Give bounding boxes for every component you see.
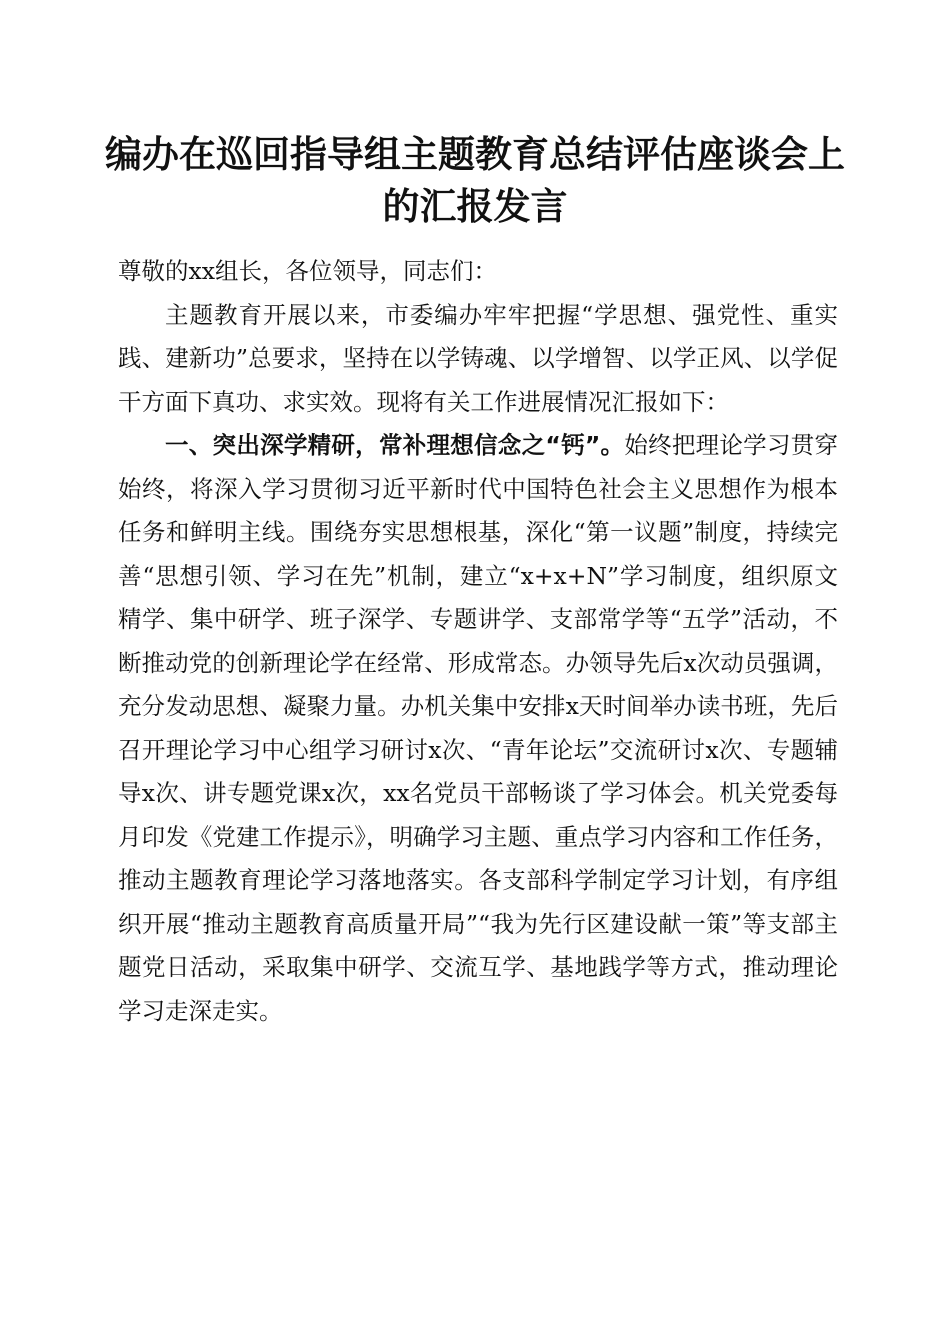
section-1-heading: 一、突出深学精研，常补理想信念之“钙”。	[165, 431, 625, 459]
intro-paragraph: 主题教育开展以来，市委编办牢牢把握“学思想、强党性、重实践、建新功”总要求，坚持在以学铸魂、以学增智、以学正风、以学促干方面下真功、求实效。现将有关工作进展情况汇报如下：	[118, 300, 838, 416]
section-1-paragraph	[118, 424, 838, 1033]
salutation: 尊敬的xx组长，各位领导，同志们：	[118, 257, 498, 285]
document-title: 编办在巡回指导组主题教育总结评估座谈会上的汇报发言	[105, 132, 845, 228]
document-body	[118, 250, 838, 1033]
section-1-text: 始终把理论学习贯穿始终，将深入学习贯彻习近平新时代中国特色社会主义思想作为根本任务和鲜明主线。围绕夯实思想根基，深化“第一议题”制度，持续完善“思想引领、学习在先”机制，建立“x+x+N”学习制度，组织原文精学、集中研学、班子深学、专题讲学、支部常学等“五学”活动，不断推动党的创新理论学在经常、形成常态。办领导先后x次动员强调，充分发动思想、凝聚力量。办机关集中安排x天时间举办读书班，先后召开理论学习中心组学习研讨x次、“青年论坛”交流研讨x次、专题辅导x次、讲专题党课x次，xx名党员干部畅谈了学习体会。机关党委每月印发《党建工作提示》，明确学习主题、重点学习内容和工作任务，推动主题教育理论学习落地落实。各支部科学制定学习计划，有序组织开展“推动主题教育高质量开局”“我为先行区建设献一策”等支部主题党日活动，采取集中研学、交流互学、基地践学等方式，推动理论学习走深走实。	[118, 431, 839, 1025]
